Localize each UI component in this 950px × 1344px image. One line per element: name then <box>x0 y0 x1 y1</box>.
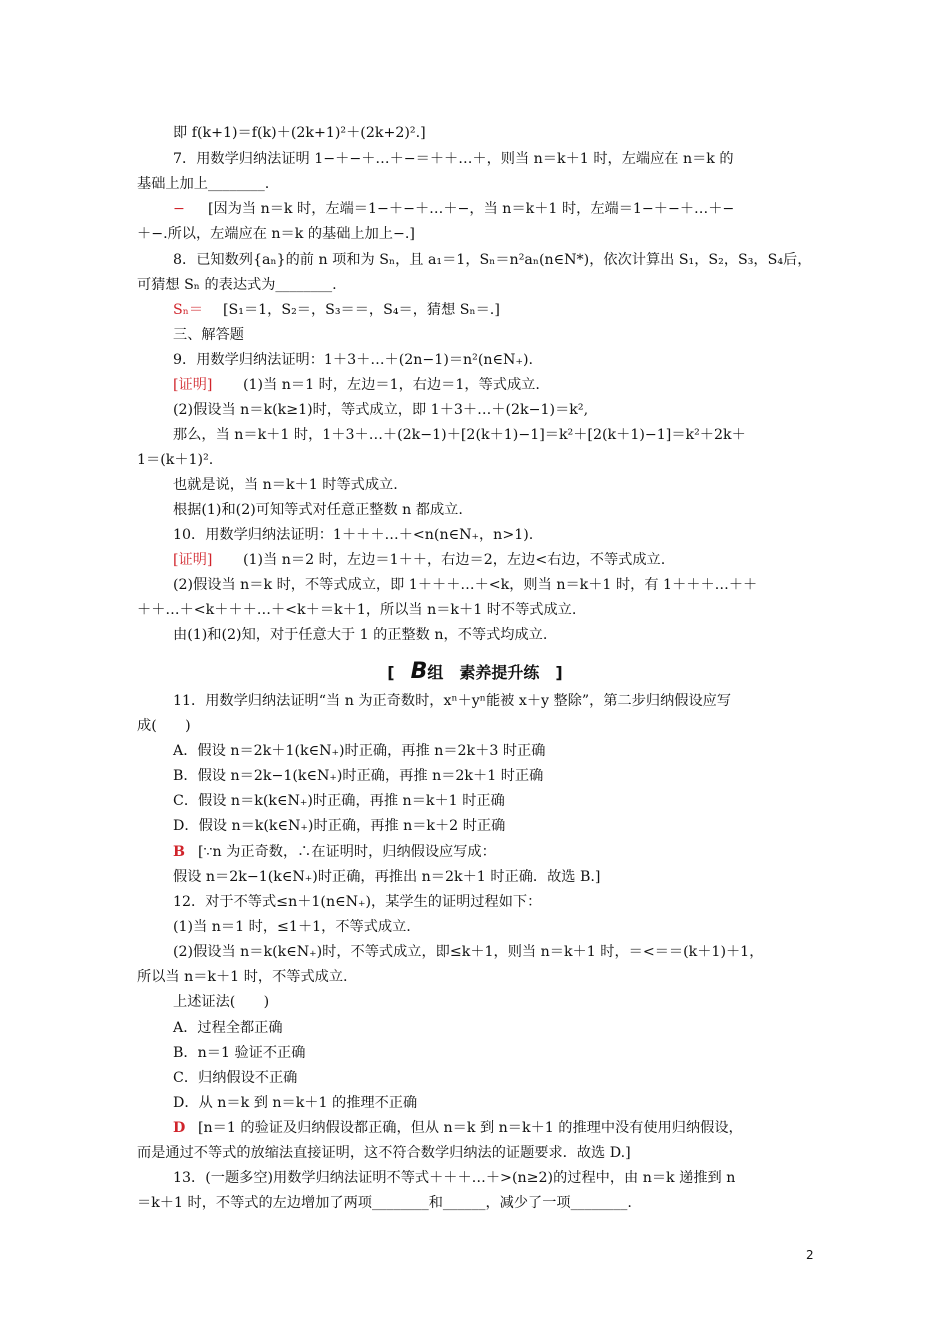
section-banner <box>0 659 950 683</box>
text-line: 10．用数学归纳法证明：1＋＋＋…＋<n(n∈N₊，n>1). <box>173 527 534 543</box>
text-line: ＋＋…＋<k＋＋＋…＋<k＋＝k＋1，所以当 n＝k＋1 时不等式成立. <box>137 602 577 618</box>
text-line: 13．(一题多空)用数学归纳法证明不等式＋＋＋…＋>(n≥2)的过程中，由 n＝k 递推到 n <box>173 1170 736 1186</box>
text-line: 根据(1)和(2)可知等式对任意正整数 n 都成立. <box>173 502 463 518</box>
answer-mark: − <box>173 201 185 217</box>
text-line: D．假设 n＝k(k∈N₊)时正确，再推 n＝k＋2 时正确 <box>173 818 506 834</box>
text-line: 成( ) <box>137 718 191 734</box>
text-line: (1)当 n＝1 时，左边＝1，右边＝1，等式成立. <box>243 377 540 393</box>
text-line: 8．已知数列{aₙ}的前 n 项和为 Sₙ，且 a₁＝1，Sₙ＝n²aₙ(n∈N*)，依次计算出 S₁，S₂，S₃，S₄后， <box>173 252 812 268</box>
text-line: C．假设 n＝k(k∈N₊)时正确，再推 n＝k＋1 时正确 <box>173 793 505 809</box>
text-line: B．n＝1 验证不正确 <box>173 1045 306 1061</box>
page-number: 2 <box>806 1248 814 1262</box>
text-line: B．假设 n＝2k−1(k∈N₊)时正确，再推 n＝2k＋1 时正确 <box>173 768 544 784</box>
text-line: [S₁＝1，S₂＝，S₃＝＝，S₄＝，猜想 Sₙ＝.] <box>223 302 500 318</box>
text-line: 假设 n＝2k−1(k∈N₊)时正确，再推出 n＝2k＋1 时正确．故选 B.] <box>173 869 601 885</box>
text-line: 所以当 n＝k＋1 时，不等式成立. <box>137 969 348 985</box>
text-line: (1)当 n＝2 时，左边＝1＋＋，右边＝2，左边<右边，不等式成立. <box>243 552 666 568</box>
text-line: 那么，当 n＝k＋1 时，1＋3＋…＋(2k−1)＋[2(k＋1)−1]＝k²＋[2(k＋1)−1]＝k²＋2k＋ <box>173 427 746 443</box>
answer-mark: B <box>173 844 185 860</box>
text-line: 即 f(k+1)＝f(k)＋(2k+1)²＋(2k+2)².] <box>173 125 426 141</box>
text-line: [因为当 n＝k 时，左端＝1−＋−＋…＋−，当 n＝k＋1 时，左端＝1−＋−＋…＋− <box>208 201 735 217</box>
answer-mark: D <box>173 1120 186 1136</box>
text-line: (1)当 n＝1 时，≤1＋1，不等式成立. <box>173 919 411 935</box>
text-line: 三、解答题 <box>173 327 244 343</box>
text-line: D．从 n＝k 到 n＝k＋1 的推理不正确 <box>173 1095 418 1111</box>
answer-mark: [证明] <box>173 552 213 568</box>
text-line: C．归纳假设不正确 <box>173 1070 298 1086</box>
text-line: 9．用数学归纳法证明：1＋3＋…＋(2n−1)＝n²(n∈N₊). <box>173 352 533 368</box>
text-line: 而是通过不等式的放缩法直接证明，这不符合数学归纳法的证题要求．故选 D.] <box>137 1145 631 1161</box>
text-line: 7．用数学归纳法证明 1−＋−＋…＋−＝＋＋…＋，则当 n＝k＋1 时，左端应在 n＝k 的 <box>173 151 734 167</box>
text-line: ＝k＋1 时，不等式的左边增加了两项________和______，减少了一项________. <box>137 1195 632 1211</box>
text-line: (2)假设当 n＝k(k≥1)时，等式成立，即 1＋3＋…＋(2k−1)＝k², <box>173 402 589 418</box>
text-line: A．假设 n＝2k＋1(k∈N₊)时正确，再推 n＝2k＋3 时正确 <box>173 743 546 759</box>
text-line: ＋−.所以，左端应在 n＝k 的基础上加上−.] <box>137 226 415 242</box>
text-line: 上述证法( ) <box>173 994 270 1010</box>
text-line: 也就是说，当 n＝k＋1 时等式成立. <box>173 477 398 493</box>
answer-mark: [证明] <box>173 377 213 393</box>
text-line: 1＝(k＋1)². <box>137 452 214 468</box>
text-line: 12．对于不等式≤n＋1(n∈N₊)，某学生的证明过程如下： <box>173 894 542 910</box>
text-line: (2)假设当 n＝k(k∈N₊)时，不等式成立，即≤k＋1，则当 n＝k＋1 时，＝<＝＝(k＋1)＋1， <box>173 944 764 960</box>
text-line: 11．用数学归纳法证明“当 n 为正奇数时，xⁿ＋yⁿ能被 x＋y 整除”，第二步归纳假设应写 <box>173 693 732 709</box>
banner-letter: B <box>410 659 428 684</box>
banner-open-bracket: [ <box>387 663 411 682</box>
answer-mark: Sₙ＝ <box>173 302 204 318</box>
text-line: [n＝1 的验证及归纳假设都正确，但从 n＝k 到 n＝k＋1 的推理中没有使用归纳假设， <box>198 1120 743 1136</box>
banner-close-bracket: ] <box>539 663 563 682</box>
text-line: [∵n 为正奇数，∴在证明时，归纳假设应写成： <box>198 844 496 860</box>
text-line: 基础上加上________. <box>137 176 270 192</box>
text-line: 由(1)和(2)知，对于任意大于 1 的正整数 n，不等式均成立. <box>173 627 548 643</box>
text-line: 可猜想 Sₙ 的表达式为________. <box>137 277 337 293</box>
text-line: (2)假设当 n＝k 时，不等式成立，即 1＋＋＋…＋<k，则当 n＝k＋1 时，有 1＋＋＋…＋＋ <box>173 577 758 593</box>
banner-label: 组 素养提升练 <box>427 663 540 682</box>
text-line: A．过程全都正确 <box>173 1020 283 1036</box>
